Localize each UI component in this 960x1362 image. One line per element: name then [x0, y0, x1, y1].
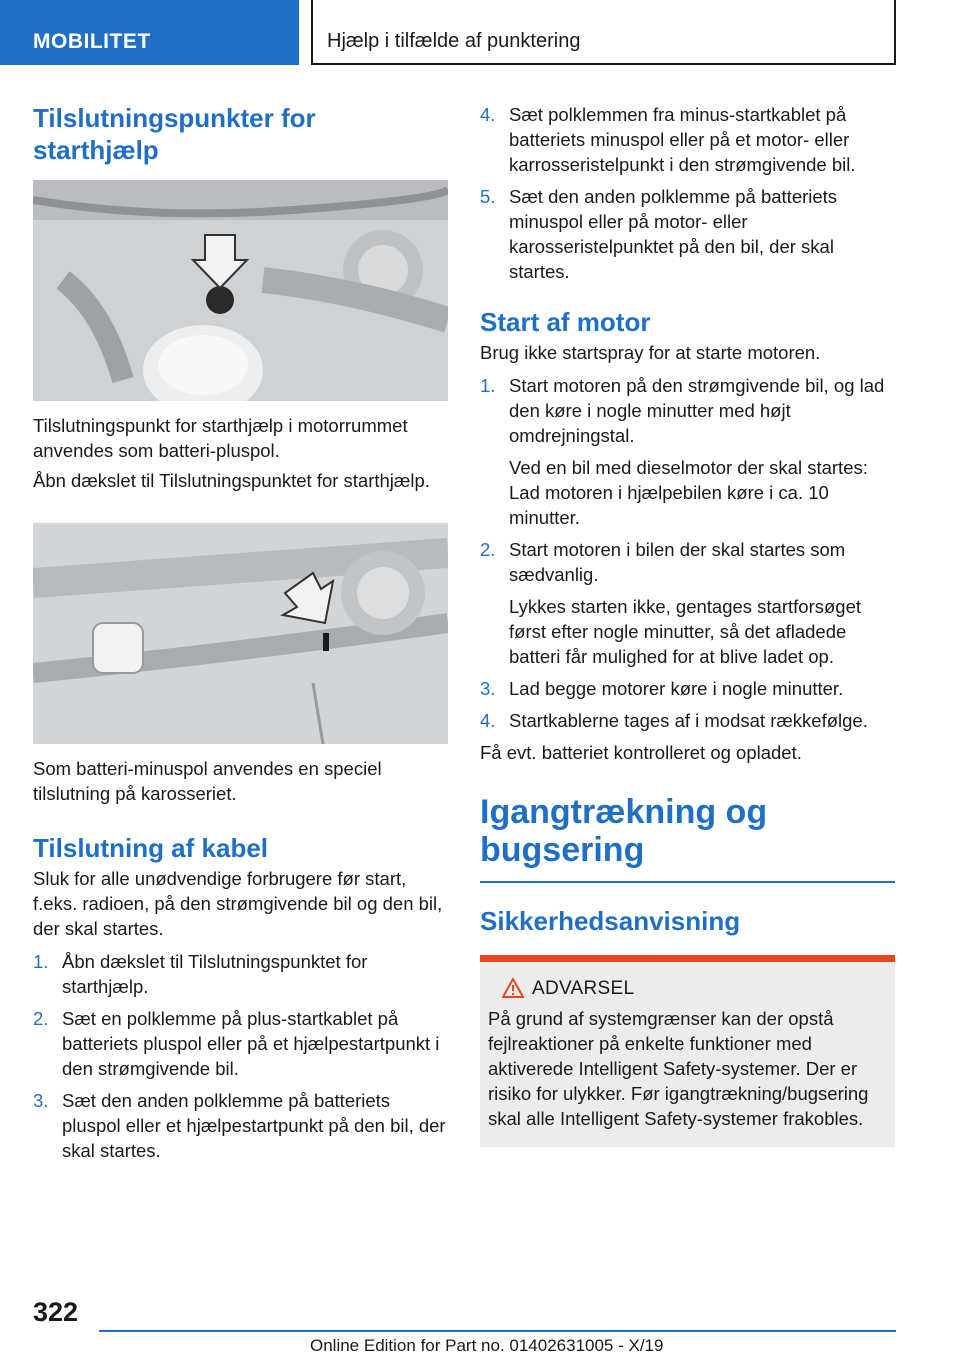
footer-rule	[99, 1330, 896, 1332]
warning-label: ADVARSEL	[532, 978, 635, 999]
left-column	[33, 102, 448, 1163]
section-label: MOBILITET	[33, 30, 151, 53]
caption-minus-terminal: Som batteri-minuspol anvendes en speciel tilslutning på karosseriet.	[33, 758, 382, 804]
list-item: 3. Sæt den anden polklemme på batteriets pluspol eller et hjælpestartpunkt på den bil, der skal startes.	[33, 1090, 446, 1161]
heading-cable-connection: Tilslutning af kabel	[33, 833, 269, 863]
engine-bay-illustration-2	[33, 523, 448, 744]
engine-start-intro: Brug ikke startspray for at starte motoren.	[480, 342, 821, 363]
list-item: 4. Startkablerne tages af i modsat rækkefølge.	[480, 710, 868, 731]
right-column	[480, 102, 895, 1147]
list-item: 2. Start motoren i bilen der skal startes som sædvanlig. Lykkes starten ikke, gentages startforsøget først efter nogle minutter, så det afladede batteri får mulighed for at blive ladet op.	[480, 539, 862, 667]
footer-edition: Online Edition for Part no. 01402631005 - X/19	[310, 1336, 664, 1355]
list-item: 1. Start motoren på den strømgivende bil, og lad den køre i nogle minutter med højt omdrejningstal. Ved en bil med dieselmotor der skal startes: Lad motoren i hjælpebilen køre i ca. 10 minutter.	[480, 375, 885, 528]
heading-towing: Igangtrækning og bugsering	[480, 793, 768, 869]
heading-jump-start-points: Tilslutningspunkter for starthjælp	[33, 103, 316, 165]
cable-intro: Sluk for alle unødvendige forbrugere før start, f.eks. radioen, på den strømgivende bil og den bil, der skal startes.	[33, 868, 443, 939]
engine-photo-plus-terminal	[33, 180, 448, 401]
list-item: 4. Sæt polklemmen fra minus-startkablet på batteriets minuspol eller på et motor- eller karrosseristelpunkt i den strømgivende bil.	[480, 104, 856, 175]
warning-triangle-icon	[502, 978, 524, 1006]
engine-photo-minus-terminal	[33, 523, 448, 744]
page-number: 322	[33, 1297, 79, 1327]
list-item: 3. Lad begge motorer køre i nogle minutter.	[480, 678, 844, 699]
warning-text: På grund af systemgrænser kan der opstå fejlreaktioner på enkelte funktioner med aktiverede Intelligent Safety-systemer. Der er risiko for ulykker. Før igangtrækning/bugsering skal alle Intelligent Safety-systemer frakobles.	[488, 1008, 869, 1129]
caption-plus-terminal: Tilslutningspunkt for starthjælp i motorrummet anvendes som batteri-pluspol.	[33, 415, 408, 461]
cable-steps-list	[33, 949, 448, 1163]
engine-bay-illustration	[33, 180, 448, 401]
heading-safety-instructions: Sikkerhedsanvisning	[480, 906, 741, 936]
list-item: 1. Åbn dækslet til Tilslutningspunktet for starthjælp.	[33, 951, 368, 997]
engine-start-steps	[480, 373, 895, 733]
cable-steps-continued	[480, 102, 895, 284]
caption-open-cover: Åbn dækslet til Tilslutningspunktet for starthjælp.	[33, 470, 430, 491]
list-item: 5. Sæt den anden polklemme på batteriets minuspol eller på motor- eller karosseristelpunktet på den bil, der skal startes.	[480, 186, 838, 282]
warning-bar	[480, 955, 895, 962]
section-divider	[480, 881, 895, 883]
warning-box	[480, 955, 895, 1147]
heading-engine-start: Start af motor	[480, 307, 651, 337]
list-item: 2. Sæt en polklemme på plus-startkablet på batteriets pluspol eller på et hjælpestartpunkt i den strømgivende bil.	[33, 1008, 440, 1079]
warning-header	[488, 976, 883, 1002]
chapter-title: Hjælp i tilfælde af punktering	[327, 30, 581, 52]
chapter-header	[311, 0, 896, 65]
section-tab	[0, 0, 299, 65]
battery-check-note: Få evt. batteriet kontrolleret og opladet.	[480, 742, 802, 763]
